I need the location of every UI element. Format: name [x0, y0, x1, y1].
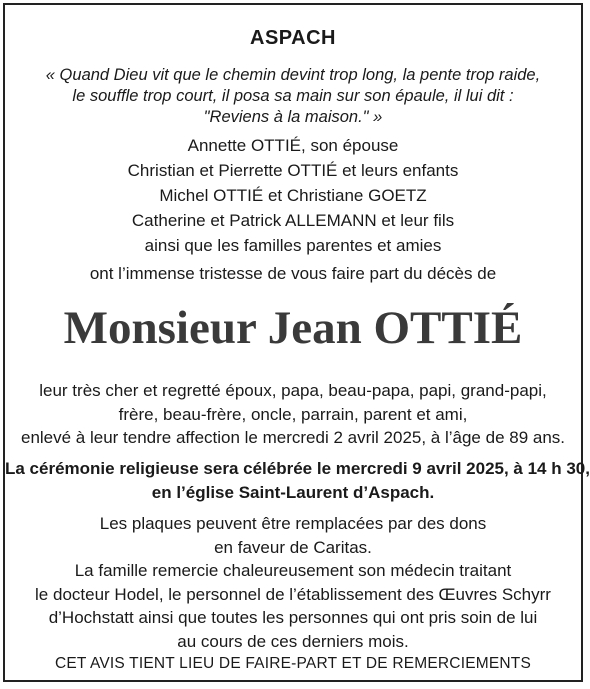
- family-line: ainsi que les familles parentes et amies: [144, 236, 442, 255]
- family-list: [5, 133, 581, 258]
- footer-note: CET AVIS TIENT LIEU DE FAIRE-PART ET DE REMERCIEMENTS: [55, 655, 531, 672]
- thanks-line: le docteur Hodel, le personnel de l’établissement des Œuvres Schyrr: [35, 584, 551, 604]
- family-line: Christian et Pierrette OTTIÉ et leurs enfants: [127, 161, 459, 180]
- details-line: frère, beau-frère, oncle, parrain, parent et ami,: [118, 404, 468, 424]
- quote-line: « Quand Dieu vit que le chemin devint trop long, la pente trop raide,: [45, 66, 541, 84]
- thanks-line: au cours de ces derniers mois.: [177, 631, 409, 651]
- family-line: Michel OTTIÉ et Christiane GOETZ: [159, 186, 427, 205]
- family-line: Annette OTTIÉ, son épouse: [187, 136, 399, 155]
- opening-quote: [5, 65, 581, 128]
- ceremony-line: La cérémonie religieuse sera célébrée le mercredi 9 avril 2025, à 14 h 30,: [5, 459, 590, 478]
- thanks-line: d’Hochstatt ainsi que toutes les personnes qui ont pris soin de lui: [48, 608, 538, 627]
- family-line: Catherine et Patrick ALLEMANN et leur fils: [131, 211, 455, 230]
- ceremony-line: en l’église Saint-Laurent d’Aspach.: [151, 482, 435, 502]
- deceased-details: [5, 379, 581, 450]
- ceremony-info: [5, 457, 590, 504]
- quote-line: "Reviens à la maison." »: [203, 108, 383, 126]
- deceased-name: Monsieur Jean OTTIÉ: [63, 302, 523, 354]
- thanks-line: La famille remercie chaleureusement son médecin traitant: [74, 561, 512, 580]
- announcement-intro: ont l’immense tristesse de vous faire part du décès de: [89, 264, 497, 283]
- town-heading: ASPACH: [250, 27, 336, 49]
- thanks-line: en faveur de Caritas.: [214, 537, 372, 557]
- thanks-paragraph: [5, 512, 581, 653]
- quote-line: le souffle trop court, il posa sa main sur son épaule, il lui dit :: [72, 87, 514, 105]
- thanks-line: Les plaques peuvent être remplacées par des dons: [99, 514, 487, 533]
- details-line: enlevé à leur tendre affection le mercredi 2 avril 2025, à l’âge de 89 ans.: [20, 428, 566, 447]
- death-notice: [3, 3, 590, 682]
- details-line: leur très cher et regretté époux, papa, beau-papa, papi, grand-papi,: [39, 381, 547, 400]
